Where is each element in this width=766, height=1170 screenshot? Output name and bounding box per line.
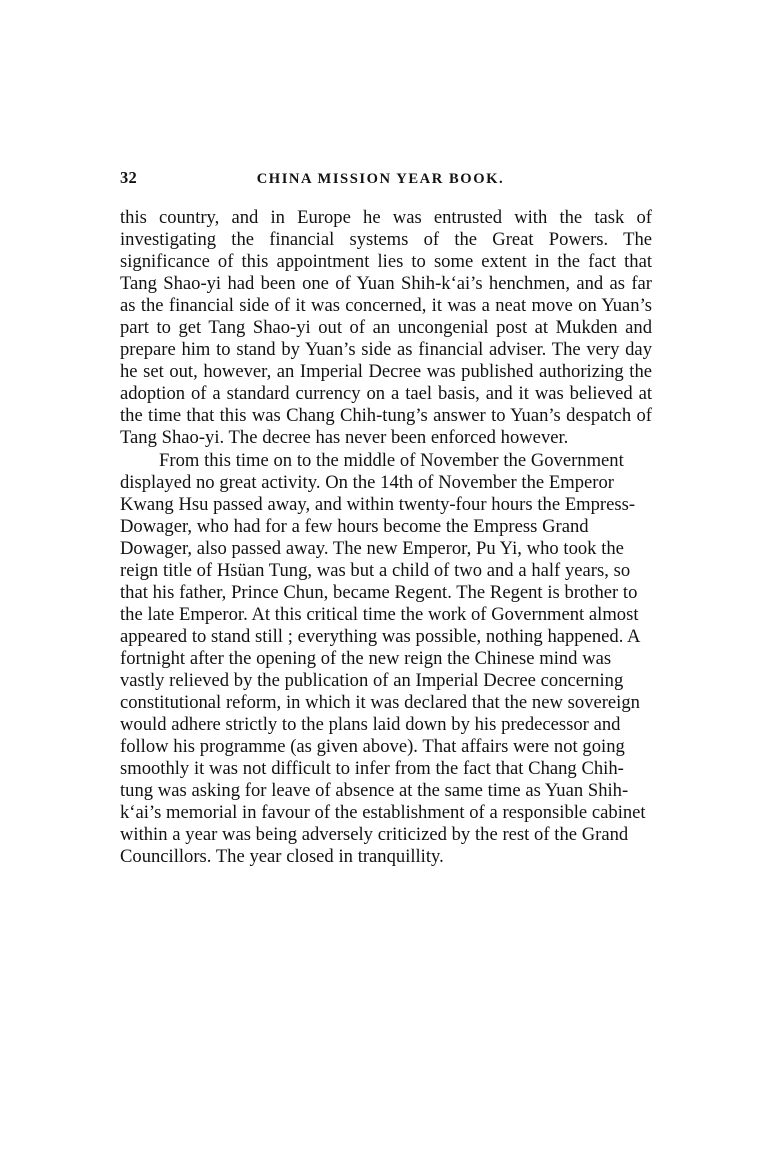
book-title: CHINA MISSION YEAR BOOK. xyxy=(256,171,505,187)
paragraph-2: From this time on to the middle of November the Government displayed no great activity. On the 14th of November the Emperor Kwang Hsu passed away, and within twenty-four hours the Empress-Dowager, who had for a few hours become the Empress Grand Dowager, also passed away. The new Emperor, Pu Yi, who took the reign title of Hsüan Tung, was but a child of two and a half years, so that his father, Prince Chun, became Regent. The Regent is brother to the late Emperor. At this critical time the work of Government almost appeared to stand still ; everything was possible, nothing happened. A fortnight after the opening of the new reign the Chinese mind was vastly relieved by the publication of an Imperial Decree concerning constitutional reform, in which it was declared that the new sovereign would adhere strictly to the plans laid down by his predecessor and follow his programme (as given above). That affairs were not going smoothly it was not difficult to infer from the fact that Chang Chih-tung was asking for leave of absence at the same time as Yuan Shih-kʻai’s memorial in favour of the establishment of a responsible cabinet within a year was being adversely criticized by the rest of the Grand Councillors. The year closed in tranquillity. xyxy=(120,449,646,868)
page-number: 32 xyxy=(120,168,137,187)
body-text-block xyxy=(120,207,652,868)
paragraph-1: this country, and in Europe he was entrusted with the task of investigating the financial systems of the Great Powers. The significance of this appointment lies to some extent in the fact that Tang Shao-yi had been one of Yuan Shih-kʻai’s henchmen, and as far as the financial side of it was concerned, it was a neat move on Yuan’s part to get Tang Shao-yi out of an uncongenial post at Mukden and prepare him to stand by Yuan’s side as financial adviser. The very day he set out, however, an Imperial Decree was published authorizing the adoption of a standard currency on a tael basis, and it was believed at the time that this was Chang Chih-tung’s answer to Yuan’s despatch of Tang Shao-yi. The decree has never been enforced however. xyxy=(120,207,652,449)
running-head xyxy=(120,170,650,192)
